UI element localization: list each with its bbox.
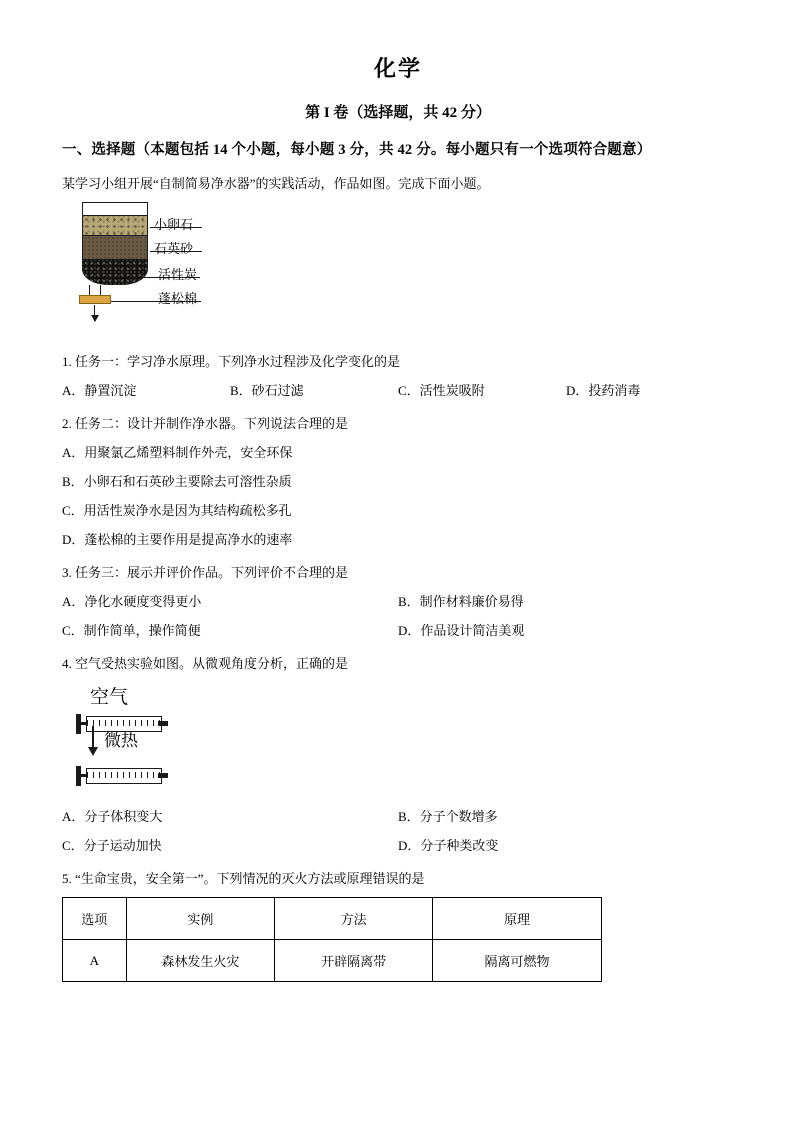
question-3-text: 任务三：展示并评价作品。下列评价不合理的是	[75, 565, 349, 580]
table-header-case: 实例	[126, 898, 275, 940]
question-1-text: 任务一：学习净水原理。下列净水过程涉及化学变化的是	[75, 354, 401, 369]
table-cell-case: 森林发生火灾	[126, 940, 275, 982]
table-header-row	[63, 898, 602, 940]
option-1-b[interactable]: B．砂石过滤	[230, 383, 304, 398]
syringe-tip-before	[158, 721, 168, 726]
volume-heading: 第 I 卷（选择题，共 42 分）	[305, 105, 491, 121]
figure-label-cotton: 蓬松棉	[158, 291, 198, 306]
question-2-text: 任务二：设计并制作净水器。下列说法合理的是	[75, 416, 349, 431]
down-arrow-icon	[92, 726, 94, 748]
figure-water-purifier	[62, 202, 734, 337]
table-row	[63, 940, 602, 982]
question-4-stem	[62, 653, 734, 672]
document-body	[62, 52, 734, 982]
layer-pebbles	[82, 215, 148, 235]
option-1-c[interactable]: C．活性炭吸附	[398, 383, 485, 398]
question-1-options	[62, 380, 734, 399]
option-2-a[interactable]: A．用聚氯乙烯塑料制作外壳，安全环保	[62, 445, 293, 460]
page-title: 化学	[373, 56, 422, 81]
option-2-b[interactable]: B．小卵石和石英砂主要除去可溶性杂质	[62, 474, 292, 489]
question-4-text: 空气受热实验如图。从微观角度分析，正确的是	[75, 656, 349, 671]
table-header-principle: 原理	[433, 898, 602, 940]
table-cell-option: A	[63, 940, 127, 982]
question-5-text: “生命宝贵，安全第一”。下列情况的灭火方法或原理错误的是	[75, 871, 425, 886]
bottle-top	[82, 202, 148, 215]
option-2-d[interactable]: D．蓬松棉的主要作用是提高净水的速率	[62, 532, 293, 547]
option-4-d[interactable]: D．分子种类改变	[398, 838, 499, 853]
question-3-options-row-2	[62, 620, 734, 639]
option-3-a[interactable]: A．净化水硬度变得更小	[62, 594, 202, 609]
table-header-method: 方法	[275, 898, 433, 940]
figure-label-heat: 微热	[104, 731, 138, 750]
layer-sand	[82, 235, 148, 259]
option-4-a[interactable]: A．分子体积变大	[62, 809, 163, 824]
syringe-tip-after	[158, 773, 168, 778]
option-4-c[interactable]: C．分子运动加快	[62, 838, 162, 853]
question-5-number: 5.	[62, 871, 72, 886]
option-1-d[interactable]: D．投药消毒	[566, 383, 641, 398]
figure-air-heating	[62, 682, 734, 800]
syringe-after	[76, 768, 168, 784]
question-2-number: 2.	[62, 416, 72, 431]
option-3-d[interactable]: D．作品设计简洁美观	[398, 623, 525, 638]
option-3-c[interactable]: C．制作简单，操作简便	[62, 623, 201, 638]
option-1-a[interactable]: A．静置沉淀	[62, 383, 137, 398]
layer-activated-carbon	[82, 259, 148, 285]
question-1-stem	[62, 351, 734, 370]
water-drip-arrow	[94, 305, 95, 321]
question-5-stem	[62, 868, 734, 887]
bottle-graphic	[82, 202, 150, 285]
section-heading: 一、选择题（本题包括 14 个小题，每小题 3 分，共 42 分。每小题只有一个选项符合题意）	[62, 142, 652, 158]
syringe-barrel-after	[86, 768, 162, 784]
question-3-number: 3.	[62, 565, 72, 580]
option-3-b[interactable]: B．制作材料廉价易得	[398, 594, 524, 609]
question-2-options	[62, 442, 734, 548]
option-4-b[interactable]: B．分子个数增多	[398, 809, 498, 824]
cotton-plug	[79, 295, 111, 304]
figure-label-pebbles: 小卵石	[154, 217, 194, 232]
question-2-stem	[62, 413, 734, 432]
table-header-option: 选项	[63, 898, 127, 940]
intro-paragraph: 某学习小组开展“自制简易净水器”的实践活动，作品如图。完成下面小题。	[62, 176, 490, 191]
figure-label-carbon: 活性炭	[158, 267, 198, 282]
fire-extinguish-table	[62, 897, 602, 982]
question-3-stem	[62, 562, 734, 581]
question-4-options-row-1	[62, 806, 734, 825]
question-4-number: 4.	[62, 656, 72, 671]
figure-label-air: 空气	[90, 687, 129, 708]
question-4-options-row-2	[62, 835, 734, 854]
table-cell-method: 开辟隔离带	[275, 940, 433, 982]
option-2-c[interactable]: C．用活性炭净水是因为其结构疏松多孔	[62, 503, 292, 518]
question-1-number: 1.	[62, 354, 72, 369]
question-3-options-row-1	[62, 591, 734, 610]
figure-label-sand: 石英砂	[154, 241, 194, 256]
table-cell-principle: 隔离可燃物	[433, 940, 602, 982]
